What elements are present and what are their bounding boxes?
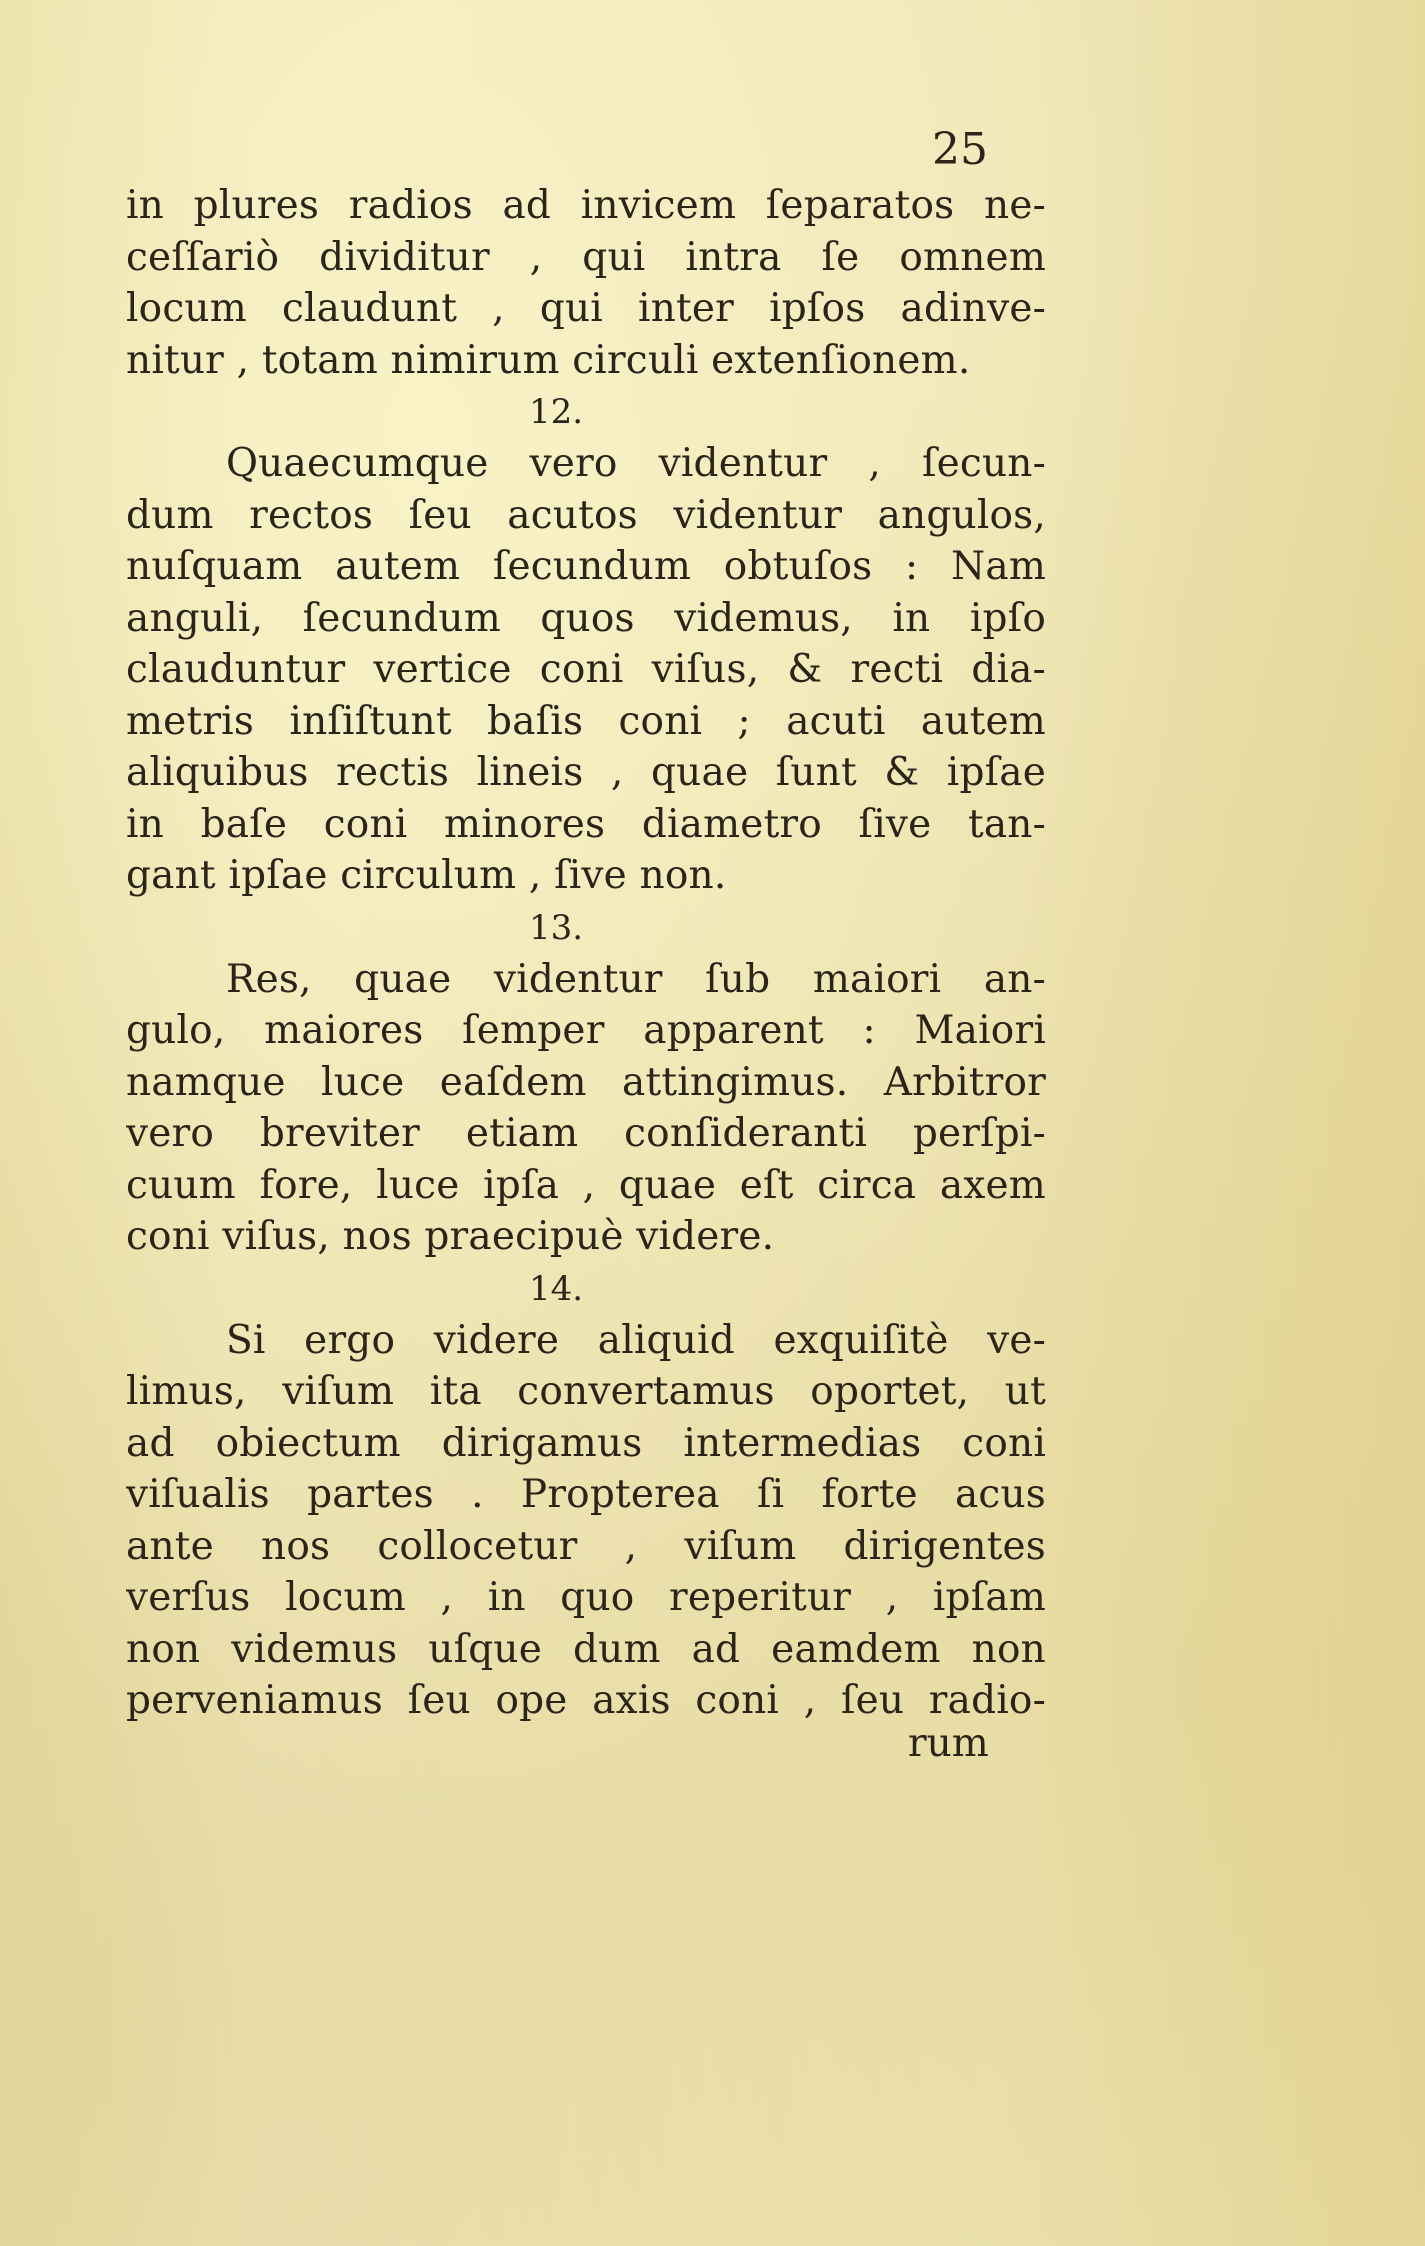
text-line: ante nos collocetur , viſum dirigentes (126, 1523, 1046, 1569)
text-line: Quaecumque vero videntur , ſecun- (226, 441, 1046, 486)
text-line: cuum fore, luce ipſa , quae eſt circa axem (126, 1162, 1046, 1208)
text-line: vero breviter etiam conſideranti perſpi- (126, 1111, 1046, 1156)
text-line: locum claudunt , qui inter ipſos adinve- (126, 286, 1046, 331)
section-number-12: 12. (528, 392, 584, 432)
text-line: clauduntur vertice coni viſus, & recti dia- (126, 647, 1046, 692)
text-line: Res, quae videntur ſub maiori an- (226, 956, 1046, 1002)
text-line: limus, viſum ita convertamus oportet, ut (126, 1369, 1046, 1414)
text-line: namque luce eaſdem attingimus. Arbitror (126, 1059, 1046, 1105)
text-line: coni viſus, nos praecipuè videre. (126, 1214, 775, 1259)
text-line: in plures radios ad invicem ſeparatos ne- (126, 183, 1046, 228)
text-line: gant ipſae circulum , ſive non. (126, 853, 727, 898)
text-line: in baſe coni minores diametro ſive tan- (126, 801, 1046, 847)
text-line: aliquibus rectis lineis , quae ſunt & ipſae (126, 750, 1046, 795)
text-line: metris inſiſtunt baſis coni ; acuti autem (126, 698, 1046, 744)
text-line: anguli, ſecundum quos videmus, in ipſo (126, 595, 1046, 641)
text-line: verſus locum , in quo reperitur , ipſam (126, 1575, 1046, 1620)
text-line: dum rectos ſeu acutos videntur angulos, (126, 492, 1046, 538)
text-line: non videmus uſque dum ad eamdem non (126, 1626, 1046, 1672)
section-number-14: 14. (528, 1268, 584, 1309)
paragraph-13 (126, 954, 1046, 1263)
paragraph-12 (126, 438, 1046, 902)
text-block (126, 180, 1046, 1727)
catchword: rum (908, 1721, 989, 1766)
text-line: ad obiectum dirigamus intermedias coni (126, 1420, 1046, 1466)
paragraph-14 (126, 1315, 1046, 1727)
text-line: perveniamus ſeu ope axis coni , ſeu radio- (126, 1678, 1046, 1723)
text-line: nuſquam autem ſecundum obtuſos : Nam (126, 544, 1046, 589)
text-line: gulo, maiores ſemper apparent : Maiori (126, 1008, 1046, 1053)
text-line: nitur , totam nimirum circuli extenſionem. (126, 337, 971, 383)
paragraph-continuation (126, 180, 1046, 386)
text-line: viſualis partes . Propterea ſi forte acus (126, 1472, 1046, 1517)
text-line: Si ergo videre aliquid exquiſitè ve- (226, 1317, 1046, 1363)
page-number: 25 (932, 124, 988, 175)
text-line: ceſſariò dividitur , qui intra ſe omnem (126, 234, 1046, 280)
section-number-13: 13. (528, 907, 584, 948)
